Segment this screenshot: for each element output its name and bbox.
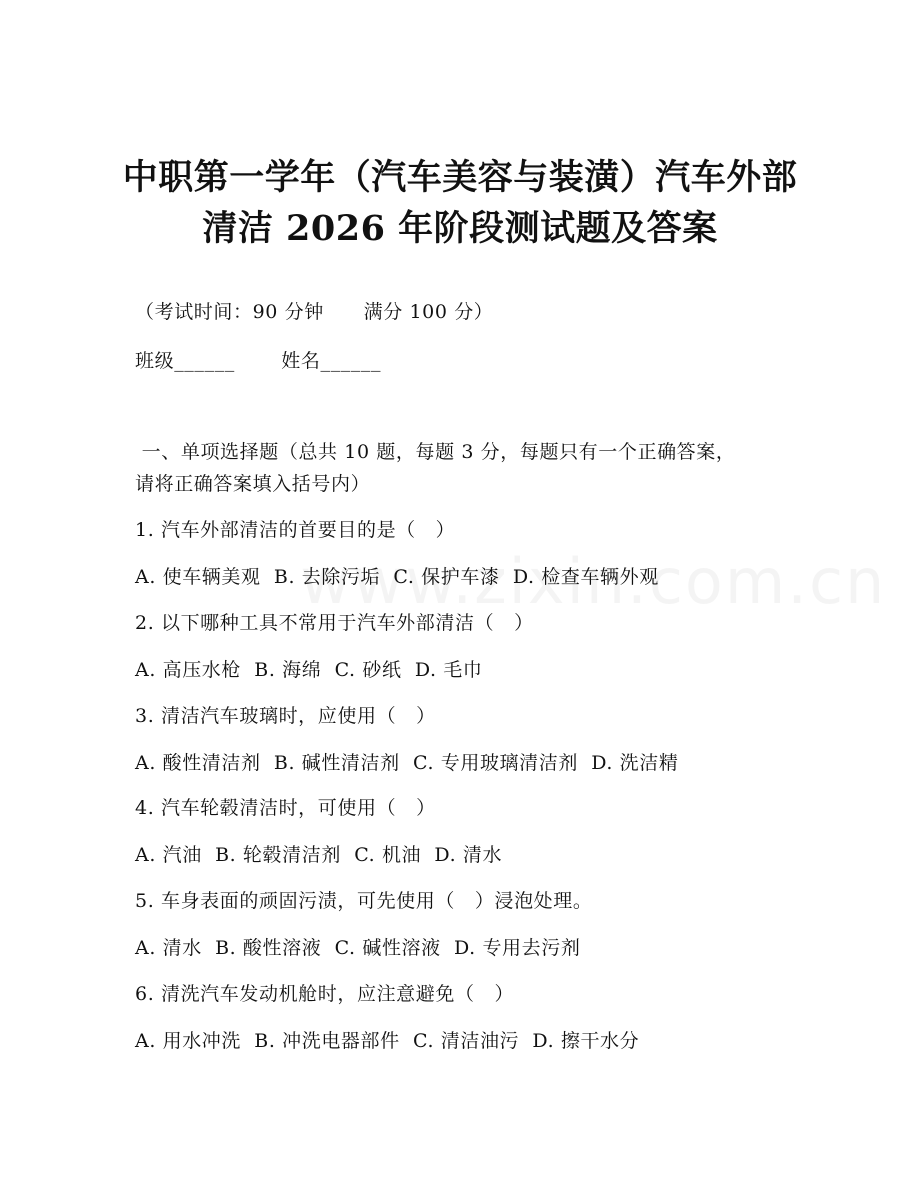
question-3-options: A. 酸性清洁剂 B. 碱性清洁剂 C. 专用玻璃清洁剂 D. 洗洁精: [135, 752, 679, 774]
question-6-stem: 6. 清洗汽车发动机舱时，应注意避免（ ）: [135, 983, 515, 1005]
section1-header-line1: 一、单项选择题（总共 10 题，每题 3 分，每题只有一个正确答案，: [135, 441, 736, 463]
name-fields: 班级______ 姓名______: [135, 350, 382, 372]
question-3-stem: 3. 清洁汽车玻璃时，应使用（ ）: [135, 705, 436, 727]
question-5-options: A. 清水 B. 酸性溶液 C. 碱性溶液 D. 专用去污剂: [135, 937, 581, 959]
question-1-options: A. 使车辆美观 B. 去除污垢 C. 保护车漆 D. 检查车辆外观: [135, 566, 659, 588]
question-1-stem: 1. 汽车外部清洁的首要目的是（ ）: [135, 519, 456, 541]
document-title-line2: 清洁 2026 年阶段测试题及答案: [202, 208, 718, 249]
question-4-options: A. 汽油 B. 轮毂清洁剂 C. 机油 D. 清水: [135, 844, 503, 866]
exam-info: （考试时间：90 分钟 满分 100 分）: [135, 301, 494, 323]
question-2-options: A. 高压水枪 B. 海绵 C. 砂纸 D. 毛巾: [135, 659, 483, 681]
question-5-stem: 5. 车身表面的顽固污渍，可先使用（ ）浸泡处理。: [135, 890, 593, 912]
question-4-stem: 4. 汽车轮毂清洁时，可使用（ ）: [135, 797, 436, 819]
question-6-options: A. 用水冲洗 B. 冲洗电器部件 C. 清洁油污 D. 擦干水分: [135, 1030, 640, 1052]
section1-header-line2: 请将正确答案填入括号内）: [135, 473, 371, 495]
question-2-stem: 2. 以下哪种工具不常用于汽车外部清洁（ ）: [135, 612, 534, 634]
document-title-line1: 中职第一学年（汽车美容与装潢）汽车外部: [122, 157, 798, 198]
